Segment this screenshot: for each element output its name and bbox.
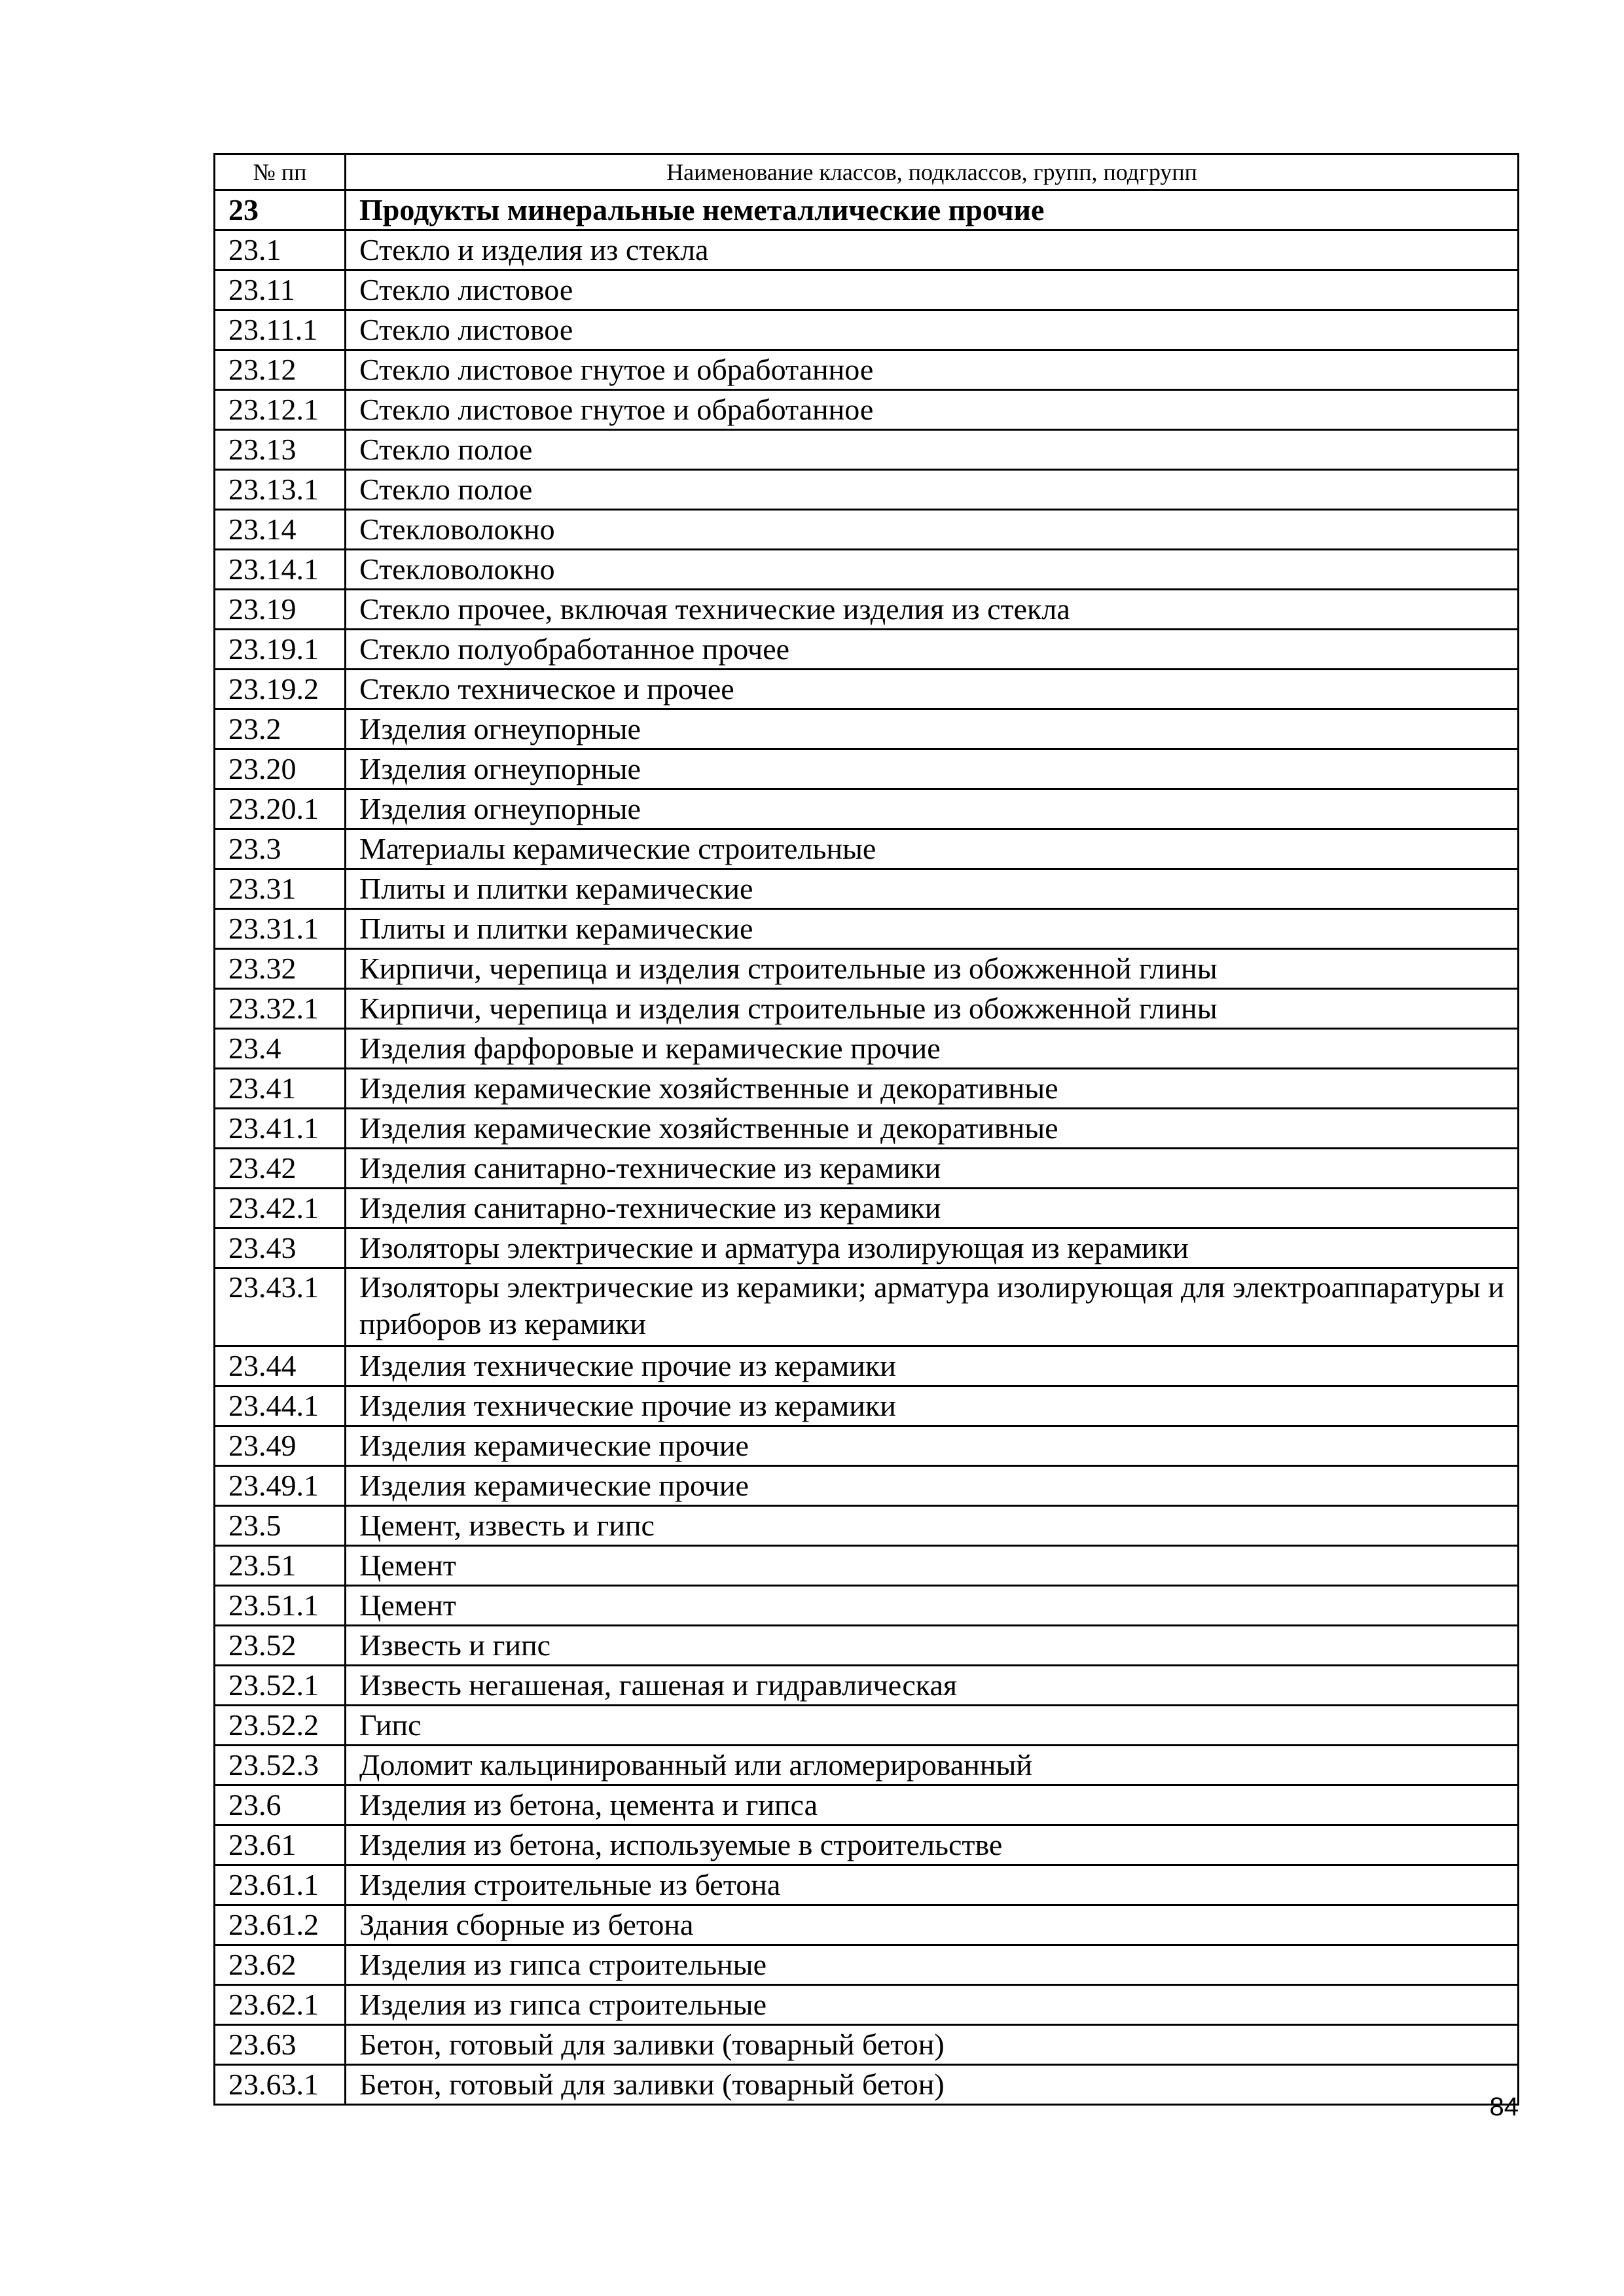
row-name-cell: Изделия керамические хозяйственные и декоративные [346, 1109, 1519, 1149]
table-row [215, 510, 1519, 550]
table-row [215, 1426, 1519, 1466]
row-code-cell: 23.13.1 [215, 470, 346, 510]
row-name-cell: Здания сборные из бетона [346, 1905, 1519, 1945]
row-code-cell: 23.49.1 [215, 1466, 346, 1506]
row-code-cell: 23.13 [215, 430, 346, 470]
row-code-cell: 23.32.1 [215, 989, 346, 1029]
table-row [215, 1586, 1519, 1626]
row-name-cell: Изделия из гипса строительные [346, 1945, 1519, 1985]
header-row [215, 154, 1519, 190]
table-row [215, 190, 1519, 230]
table-body [215, 190, 1519, 2105]
table-row [215, 1825, 1519, 1865]
table-row [215, 630, 1519, 670]
row-name-cell: Гипс [346, 1706, 1519, 1746]
row-name-cell: Материалы керамические строительные [346, 829, 1519, 869]
row-code-cell: 23.12 [215, 350, 346, 390]
row-name-cell: Продукты минеральные неметаллические прочие [346, 190, 1519, 230]
row-code-cell: 23.2 [215, 709, 346, 749]
row-name-cell: Изделия санитарно-технические из керамики [346, 1189, 1519, 1229]
row-code-cell: 23.41 [215, 1069, 346, 1109]
row-code-cell: 23.20 [215, 749, 346, 789]
row-code-cell: 23.14 [215, 510, 346, 550]
page-number: 84 [1489, 2092, 1519, 2121]
row-name-cell: Стекловолокно [346, 550, 1519, 590]
table-row [215, 949, 1519, 989]
row-name-cell: Изделия строительные из бетона [346, 1865, 1519, 1905]
row-code-cell: 23.4 [215, 1029, 346, 1069]
table-row [215, 1985, 1519, 2025]
row-name-cell: Изделия керамические хозяйственные и декоративные [346, 1069, 1519, 1109]
row-name-cell: Цемент [346, 1586, 1519, 1626]
row-code-cell: 23.19.2 [215, 670, 346, 709]
row-name-cell: Цемент, известь и гипс [346, 1506, 1519, 1546]
row-code-cell: 23.6 [215, 1785, 346, 1825]
row-code-cell: 23.49 [215, 1426, 346, 1466]
table-row [215, 1386, 1519, 1426]
table-row [215, 1346, 1519, 1386]
table-row [215, 1466, 1519, 1506]
row-name-cell: Изделия керамические прочие [346, 1466, 1519, 1506]
row-name-cell: Стекло прочее, включая технические изделия из стекла [346, 590, 1519, 630]
row-name-cell: Бетон, готовый для заливки (товарный бетон) [346, 2025, 1519, 2065]
table-header [215, 154, 1519, 190]
table-row [215, 749, 1519, 789]
row-code-cell: 23.52.1 [215, 1666, 346, 1706]
table-row [215, 1626, 1519, 1666]
row-name-cell: Плиты и плитки керамические [346, 909, 1519, 949]
code-column-header: № пп [215, 154, 346, 190]
row-name-cell: Изделия технические прочие из керамики [346, 1346, 1519, 1386]
row-code-cell: 23.31 [215, 869, 346, 909]
row-code-cell: 23.52.2 [215, 1706, 346, 1746]
row-name-cell: Кирпичи, черепица и изделия строительные из обожженной глины [346, 949, 1519, 989]
row-name-cell: Кирпичи, черепица и изделия строительные из обожженной глины [346, 989, 1519, 1029]
row-code-cell: 23.61.2 [215, 1905, 346, 1945]
table-row [215, 1506, 1519, 1546]
table-row [215, 1149, 1519, 1189]
row-name-cell: Цемент [346, 1546, 1519, 1586]
row-name-cell: Изделия огнеупорные [346, 789, 1519, 829]
row-code-cell: 23.20.1 [215, 789, 346, 829]
row-name-cell: Известь и гипс [346, 1626, 1519, 1666]
table-row [215, 709, 1519, 749]
row-name-cell: Изделия огнеупорные [346, 709, 1519, 749]
row-code-cell: 23.19 [215, 590, 346, 630]
table-row [215, 1189, 1519, 1229]
table-row [215, 1069, 1519, 1109]
row-code-cell: 23 [215, 190, 346, 230]
row-name-cell: Стекло полое [346, 430, 1519, 470]
row-code-cell: 23.63 [215, 2025, 346, 2065]
table-row [215, 1785, 1519, 1825]
table-row [215, 1666, 1519, 1706]
table-row [215, 1706, 1519, 1746]
classifier-table [213, 153, 1519, 2106]
table-row [215, 1546, 1519, 1586]
row-name-cell: Изделия технические прочие из керамики [346, 1386, 1519, 1426]
row-code-cell: 23.42.1 [215, 1189, 346, 1229]
row-code-cell: 23.32 [215, 949, 346, 989]
table-row [215, 1945, 1519, 1985]
row-name-cell: Стекло листовое [346, 270, 1519, 310]
row-code-cell: 23.41.1 [215, 1109, 346, 1149]
table-row [215, 829, 1519, 869]
row-name-cell: Изоляторы электрические из керамики; арматура изолирующая для электроаппаратуры и приборов из керамики [346, 1268, 1519, 1346]
row-code-cell: 23.51.1 [215, 1586, 346, 1626]
row-name-cell: Стекло полое [346, 470, 1519, 510]
table-row [215, 789, 1519, 829]
row-name-cell: Изоляторы электрические и арматура изолирующая из керамики [346, 1229, 1519, 1268]
table-row [215, 909, 1519, 949]
table-row [215, 430, 1519, 470]
table-row [215, 390, 1519, 430]
row-code-cell: 23.19.1 [215, 630, 346, 670]
row-code-cell: 23.61.1 [215, 1865, 346, 1905]
row-code-cell: 23.31.1 [215, 909, 346, 949]
row-name-cell: Изделия из гипса строительные [346, 1985, 1519, 2025]
table-row [215, 310, 1519, 350]
row-code-cell: 23.51 [215, 1546, 346, 1586]
table-row [215, 270, 1519, 310]
table-row [215, 1905, 1519, 1945]
row-name-cell: Известь негашеная, гашеная и гидравлическая [346, 1666, 1519, 1706]
table-row [215, 470, 1519, 510]
row-code-cell: 23.44 [215, 1346, 346, 1386]
table-row [215, 1865, 1519, 1905]
row-name-cell: Бетон, готовый для заливки (товарный бетон) [346, 2065, 1519, 2105]
row-code-cell: 23.1 [215, 230, 346, 270]
table-row [215, 2065, 1519, 2105]
row-code-cell: 23.52 [215, 1626, 346, 1666]
table-row [215, 350, 1519, 390]
row-name-cell: Стекло техническое и прочее [346, 670, 1519, 709]
row-code-cell: 23.14.1 [215, 550, 346, 590]
row-code-cell: 23.12.1 [215, 390, 346, 430]
row-code-cell: 23.42 [215, 1149, 346, 1189]
table-row [215, 550, 1519, 590]
table-row [215, 989, 1519, 1029]
table-row [215, 1029, 1519, 1069]
row-code-cell: 23.43.1 [215, 1268, 346, 1346]
row-name-cell: Изделия керамические прочие [346, 1426, 1519, 1466]
row-name-cell: Изделия из бетона, используемые в строительстве [346, 1825, 1519, 1865]
row-name-cell: Стекловолокно [346, 510, 1519, 550]
row-code-cell: 23.61 [215, 1825, 346, 1865]
name-column-header: Наименование классов, подклассов, групп, подгрупп [346, 154, 1519, 190]
row-code-cell: 23.11.1 [215, 310, 346, 350]
row-name-cell: Изделия санитарно-технические из керамики [346, 1149, 1519, 1189]
row-name-cell: Изделия огнеупорные [346, 749, 1519, 789]
row-code-cell: 23.43 [215, 1229, 346, 1268]
row-name-cell: Стекло полуобработанное прочее [346, 630, 1519, 670]
row-code-cell: 23.5 [215, 1506, 346, 1546]
row-code-cell: 23.63.1 [215, 2065, 346, 2105]
row-code-cell: 23.11 [215, 270, 346, 310]
row-name-cell: Изделия фарфоровые и керамические прочие [346, 1029, 1519, 1069]
row-name-cell: Стекло листовое гнутое и обработанное [346, 350, 1519, 390]
table-row [215, 590, 1519, 630]
table-row [215, 869, 1519, 909]
table-row [215, 670, 1519, 709]
table-row [215, 2025, 1519, 2065]
row-name-cell: Плиты и плитки керамические [346, 869, 1519, 909]
table-row [215, 230, 1519, 270]
row-name-cell: Стекло листовое [346, 310, 1519, 350]
row-name-cell: Стекло и изделия из стекла [346, 230, 1519, 270]
row-code-cell: 23.44.1 [215, 1386, 346, 1426]
table-row [215, 1229, 1519, 1268]
row-name-cell: Изделия из бетона, цемента и гипса [346, 1785, 1519, 1825]
row-code-cell: 23.62.1 [215, 1985, 346, 2025]
row-code-cell: 23.52.3 [215, 1746, 346, 1785]
table-row [215, 1268, 1519, 1346]
row-code-cell: 23.3 [215, 829, 346, 869]
row-code-cell: 23.62 [215, 1945, 346, 1985]
row-name-cell: Стекло листовое гнутое и обработанное [346, 390, 1519, 430]
row-name-cell: Доломит кальцинированный или агломерированный [346, 1746, 1519, 1785]
table-row [215, 1109, 1519, 1149]
table-row [215, 1746, 1519, 1785]
